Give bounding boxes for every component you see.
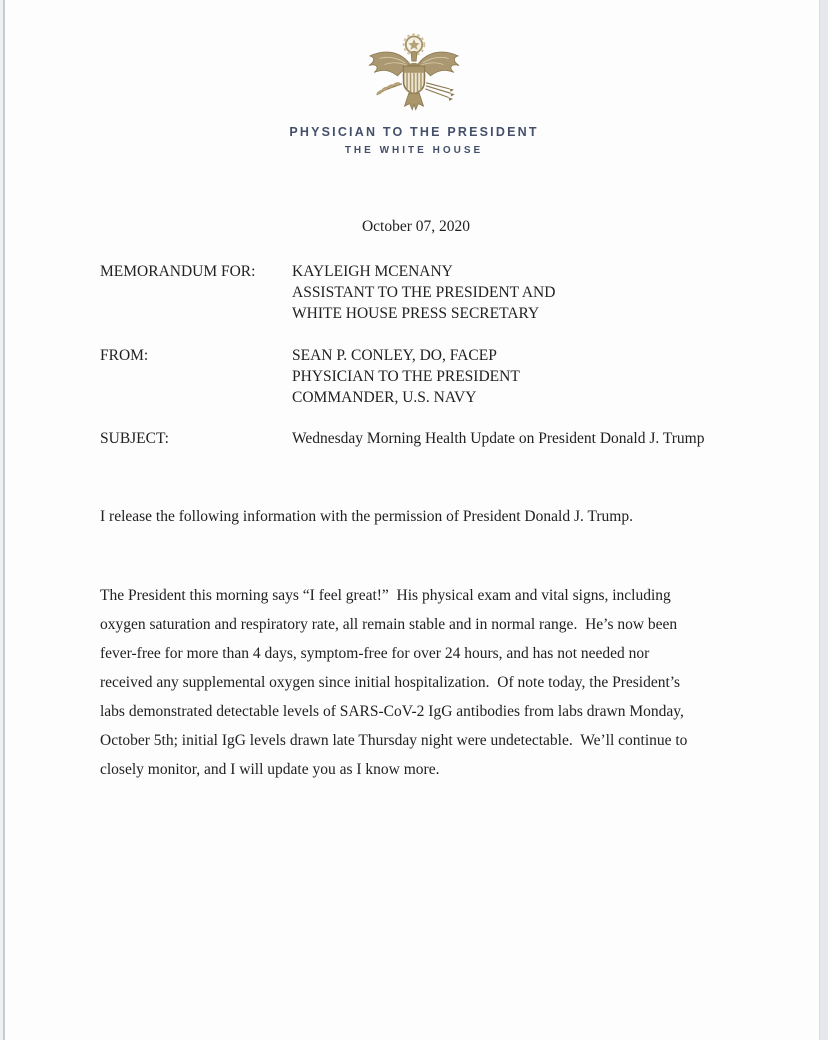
memo-value-line: SEAN P. CONLEY, DO, FACEP bbox=[292, 347, 497, 364]
memo-field-value bbox=[292, 428, 732, 449]
memo-field-value bbox=[292, 261, 732, 324]
memo-field-value bbox=[292, 345, 732, 408]
page-left-edge-line bbox=[3, 0, 5, 1040]
paragraph-line: oxygen saturation and respiratory rate, all remain stable and in normal range. He’s now been bbox=[100, 616, 678, 633]
paragraph-line: received any supplemental oxygen since initial hospitalization. Of note today, the President’s bbox=[100, 674, 681, 691]
letterhead-title: PHYSICIAN TO THE PRESIDENT bbox=[289, 125, 539, 139]
memo-field-from bbox=[100, 345, 732, 408]
memo-value-line: COMMANDER, U.S. NAVY bbox=[292, 389, 477, 406]
memo-value-line: KAYLEIGH MCENANY bbox=[292, 263, 453, 280]
paragraph-line: fever-free for more than 4 days, symptom-free for over 24 hours, and has not needed nor bbox=[100, 645, 650, 662]
memo-field-label: SUBJECT: bbox=[100, 430, 169, 447]
memo-field-subject bbox=[100, 428, 732, 449]
memo-field-memorandum-for bbox=[100, 261, 732, 324]
memo-value-line: WHITE HOUSE PRESS SECRETARY bbox=[292, 305, 540, 322]
memo-value-line: PHYSICIAN TO THE PRESIDENT bbox=[292, 368, 520, 385]
letterhead-subtitle: THE WHITE HOUSE bbox=[344, 145, 484, 156]
paragraph-line: labs demonstrated detectable levels of SARS-CoV-2 IgG antibodies from labs drawn Monday, bbox=[100, 703, 684, 720]
paragraph-line: closely monitor, and I will update you as I know more. bbox=[100, 761, 440, 778]
memo-content bbox=[100, 0, 732, 784]
release-statement: I release the following information with the permission of President Donald J. Trump. bbox=[100, 508, 633, 525]
health-update-paragraph bbox=[100, 581, 732, 784]
date-line: October 07, 2020 bbox=[361, 218, 471, 235]
page-right-edge bbox=[819, 0, 828, 1040]
paragraph-line: October 5th; initial IgG levels drawn late Thursday night were undetectable. We’ll continue to bbox=[100, 732, 688, 749]
memo-value-line: ASSISTANT TO THE PRESIDENT AND bbox=[292, 284, 556, 301]
memo-field-label: MEMORANDUM FOR: bbox=[100, 263, 256, 280]
memo-value-line: Wednesday Morning Health Update on President Donald J. Trump bbox=[292, 430, 705, 447]
memo-field-label: FROM: bbox=[100, 347, 149, 364]
paragraph-line: The President this morning says “I feel great!” His physical exam and vital signs, including bbox=[100, 587, 671, 604]
